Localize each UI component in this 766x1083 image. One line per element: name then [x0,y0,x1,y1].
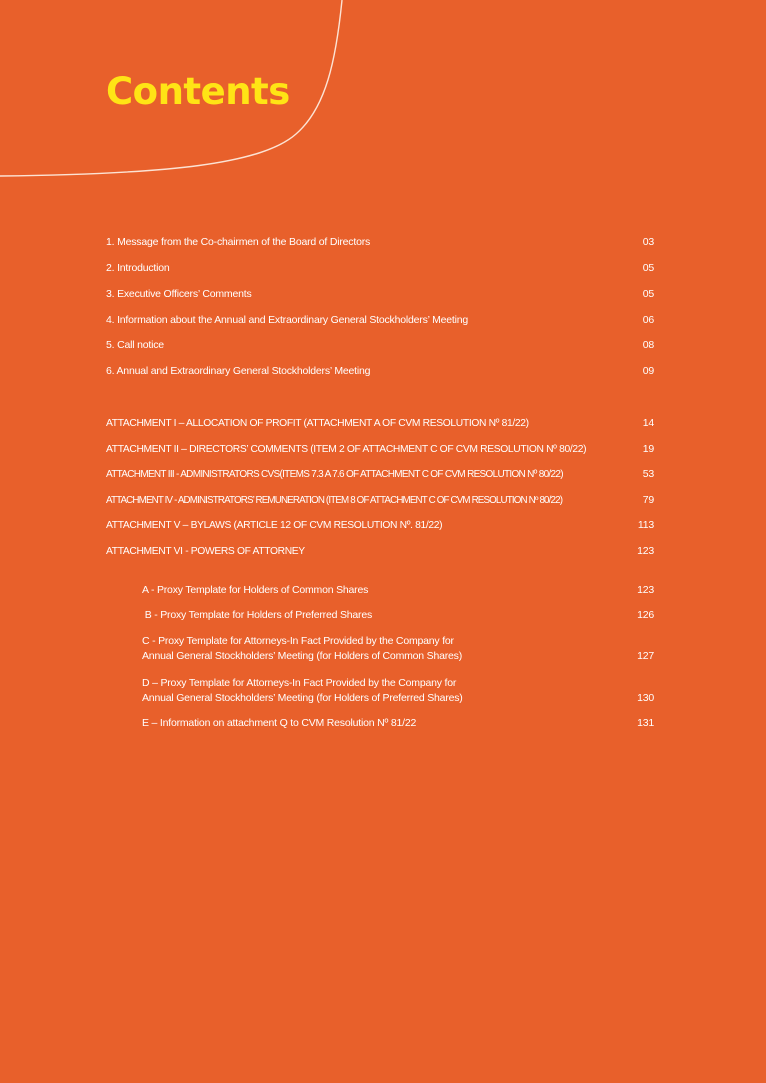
toc-attachment-label: ATTACHMENT II – DIRECTORS’ COMMENTS (ITEM 2 OF ATTACHMENT C OF CVM RESOLUTION Nº 80/22) [106,444,587,455]
toc-attachment[interactable] [106,442,654,457]
toc-attachment-label: ATTACHMENT I – ALLOCATION OF PROFIT (ATTACHMENT A OF CVM RESOLUTION Nº 81/22) [106,418,529,429]
toc-item-label: 1. Message from the Co-chairmen of the Board of Directors [106,236,371,248]
toc-attachment-label: ATTACHMENT III - ADMINISTRATORS CVS(ITEMS 7.3 A 7.6 OF ATTACHMENT C OF CVM RESOLUTION Nº 80/22) [106,469,563,480]
toc-item-label: 4. Information about the Annual and Extraordinary General Stockholders’ Meeting [106,314,469,326]
toc-item[interactable] [106,364,654,379]
toc-subitem-label: E – Information on attachment Q to CVM Resolution Nº 81/22 [142,717,417,729]
toc-subitem-label-wrap [142,634,462,664]
toc-subitem[interactable] [142,716,654,731]
toc-item-page: 09 [642,365,654,377]
toc-item[interactable] [106,235,654,250]
toc-attachment-page: 79 [642,494,654,506]
toc-attachment-label: ATTACHMENT IV - ADMINISTRATORS’ REMUNERATION (ITEM 8 OF ATTACHMENT C OF CVM RESOLUTION Nº 80/22) [106,495,563,506]
toc-subitem-label: B - Proxy Template for Holders of Preferred Shares [142,609,373,621]
toc-subitem-label: A - Proxy Template for Holders of Common Shares [142,584,369,596]
toc-attachment-page: 19 [642,443,654,455]
toc-attachment-label: ATTACHMENT V – BYLAWS (ARTICLE 12 OF CVM RESOLUTION Nº. 81/22) [106,520,443,531]
toc-item[interactable] [106,261,654,276]
toc-subitem[interactable] [142,634,654,664]
toc-attachment-page: 53 [642,468,654,480]
toc-item-page: 03 [642,236,654,248]
toc-attachment-page: 113 [637,519,654,531]
toc-item[interactable] [106,313,654,328]
toc-subitem-page: 130 [637,692,654,704]
toc-attachment-label: ATTACHMENT VI - POWERS OF ATTORNEY [106,546,305,557]
toc-subitem-label: C - Proxy Template for Attorneys-In Fact Provided by the Company for [142,635,454,647]
toc-subitem[interactable] [142,608,654,623]
toc-attachment[interactable] [106,467,654,482]
toc-item-page: 05 [642,262,654,274]
toc-subitem[interactable] [142,676,654,706]
toc-item-page: 05 [642,288,654,300]
toc-subitem[interactable] [142,583,654,598]
toc-item-label: 6. Annual and Extraordinary General Stockholders’ Meeting [106,365,371,377]
toc-item-page: 08 [642,339,654,351]
page-title: Contents [106,70,290,113]
toc-item[interactable] [106,338,654,353]
toc-attachment-page: 14 [642,417,654,429]
toc-attachment-page: 123 [637,545,654,557]
toc-subitem-label: D – Proxy Template for Attorneys-In Fact Provided by the Company for [142,677,457,689]
toc-item-page: 06 [642,314,654,326]
toc-attachment[interactable] [106,518,654,533]
toc-subitem-label-line2: Annual General Stockholders’ Meeting (for Holders of Preferred Shares) [142,692,463,704]
toc-item[interactable] [106,287,654,302]
toc-attachment[interactable] [106,493,654,508]
toc-subitem-label-wrap [142,676,463,706]
toc-attachment[interactable] [106,544,654,559]
toc-subitem-page: 131 [637,717,654,729]
toc-item-label: 5. Call notice [106,339,164,351]
toc-item-label: 3. Executive Officers’ Comments [106,288,252,300]
toc-subitem-page: 123 [637,584,654,596]
toc-subitem-page: 127 [637,650,654,662]
toc-subitem-page: 126 [637,609,654,621]
toc-attachment[interactable] [106,416,654,431]
toc-item-label: 2. Introduction [106,262,170,274]
toc-subitem-label-line2: Annual General Stockholders’ Meeting (for Holders of Common Shares) [142,650,463,662]
